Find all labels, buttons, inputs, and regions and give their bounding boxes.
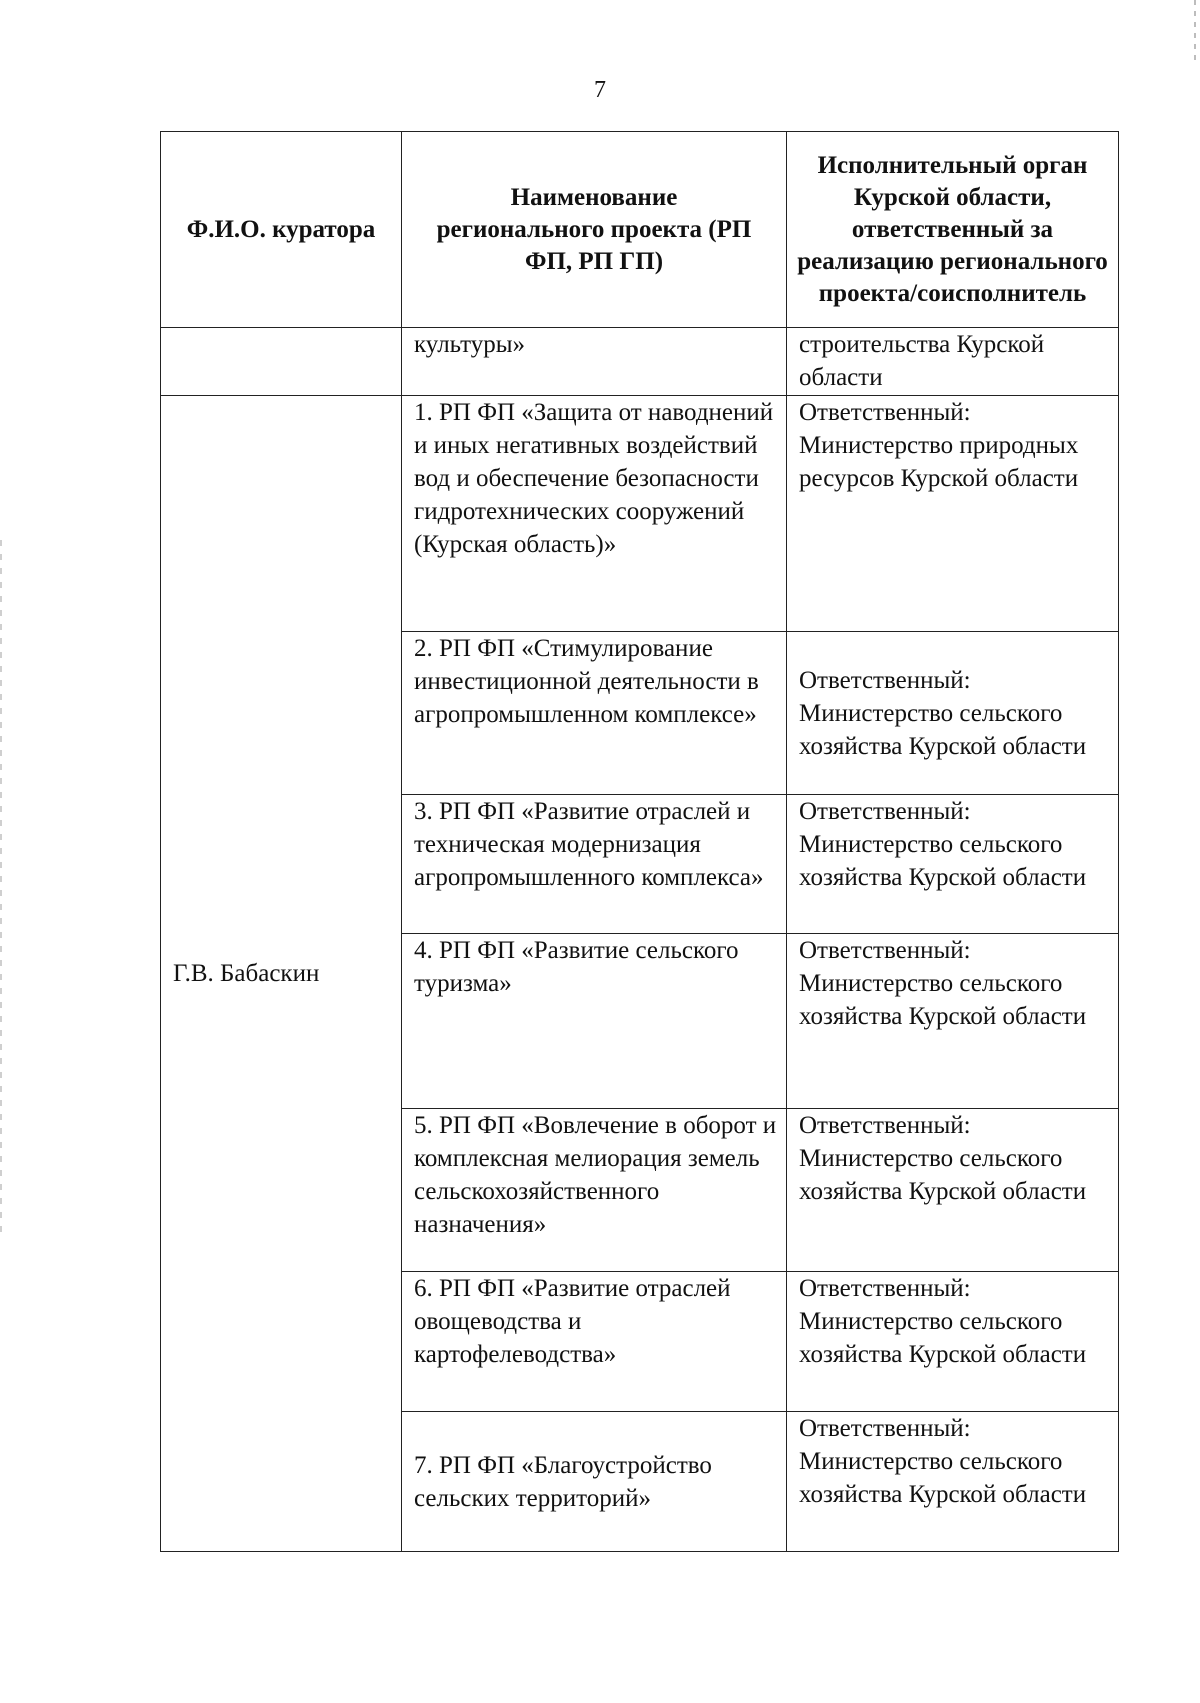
executor-cell: Ответственный: Министерство сельского хозяйства Курской области [787,1109,1119,1272]
executor-cell: Ответственный: Министерство природных ресурсов Курской области [787,396,1119,632]
executor-cell: Ответственный: Министерство сельского хозяйства Курской области [787,1412,1119,1552]
curator-cell: Г.В. Бабаскин [161,396,402,1552]
project-cell: культуры» [402,328,787,396]
table-header-row [161,132,1119,328]
regional-projects-table [160,131,1119,1552]
executor-cell: Ответственный: Министерство сельского хозяйства Курской области [787,795,1119,934]
header-executor: Исполнительный орган Курской области, ответственный за реализацию регионального проекта/соисполнитель [787,132,1119,328]
executor-cell: Ответственный: Министерство сельского хозяйства Курской области [787,632,1119,795]
executor-cell: строительства Курской области [787,328,1119,396]
project-cell: 2. РП ФП «Стимулирование инвестиционной деятельности в агропромышленном комплексе» [402,632,787,795]
executor-cell: Ответственный: Министерство сельского хозяйства Курской области [787,934,1119,1109]
page-number: 7 [594,77,606,103]
executor-cell: Ответственный: Министерство сельского хозяйства Курской области [787,1272,1119,1412]
project-cell: 3. РП ФП «Развитие отраслей и техническая модернизация агропромышленного комплекса» [402,795,787,934]
table-row-continuation [161,328,1119,396]
project-cell: 1. РП ФП «Защита от наводнений и иных негативных воздействий вод и обеспечение безопасности гидротехнических сооружений (Курская область)» [402,396,787,632]
scan-edge-marks-right [1194,0,1196,60]
header-curator: Ф.И.О. куратора [161,132,402,328]
project-cell: 5. РП ФП «Вовлечение в оборот и комплексная мелиорация земель сельскохозяйственного назначения» [402,1109,787,1272]
scan-edge-marks [0,540,2,1240]
table-row [161,396,1119,632]
curator-cell-empty [161,328,402,396]
project-cell: 6. РП ФП «Развитие отраслей овощеводства и картофелеводства» [402,1272,787,1412]
header-project-name: Наименование регионального проекта (РП ФП, РП ГП) [402,132,787,328]
project-cell: 7. РП ФП «Благоустройство сельских территорий» [402,1412,787,1552]
project-cell: 4. РП ФП «Развитие сельского туризма» [402,934,787,1109]
